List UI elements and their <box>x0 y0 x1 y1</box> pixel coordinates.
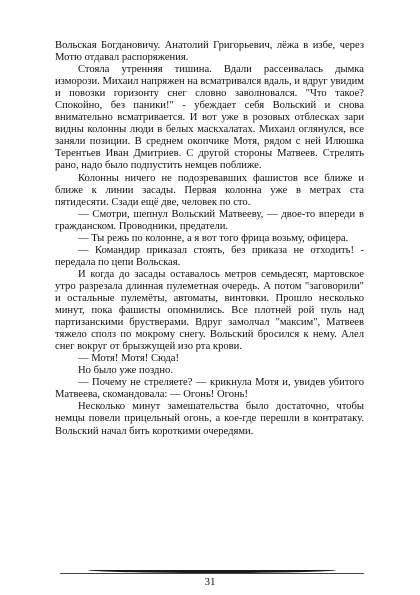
page-number: 31 <box>204 576 216 588</box>
paragraph-3: Колонны ничего не подозревавших фашистов все ближе и ближе к линии засады. Первая колонна уже в метрах ста пятидесяти. Сзади ещё две, человек по сто. <box>55 172 364 208</box>
paragraph-2: Стояла утренняя тишина. Вдали рассеивалась дымка изморози. Михаил напряжен на всматривался вдаль, и вдруг увидим и повозки горизонту снег словно заволновался. "Что такое? Спокойно, без паники!" - убеждает себя Вольский и снова внимательно всматривается. И вот уже в розовых отблесках зари видны колонны люди в белых маскхалатах. Михаил оглянулся, все заняли позиции. В среднем окопчике Мотя, рядом с ней Илюшка Терентьев Иван Дмитриев. С другой стороны Матвеев. Стрелять рано, надо было подпустить немцев поближе. <box>55 64 364 172</box>
paragraph-8: — Мотя! Мотя! Сюда! <box>78 353 180 365</box>
paragraph-9: Но было уже поздно. <box>78 365 173 377</box>
paragraph-10: — Почему не стреляете? — крикнула Мотя и, увидев убитого Матвеева, скомандовала: — Огонь! Огонь! <box>55 377 364 401</box>
paragraph-4: — Смотри, шепнул Вольский Матвееву, — двое-то впереди в гражданском. Проводники, предатели. <box>55 208 364 232</box>
paragraph-5: — Ты режь по колонне, а я вот того фрица возьму, офицера. <box>78 232 349 244</box>
footer-thin-rule <box>60 573 364 574</box>
paragraph-11: Несколько минут замешательства было достаточно, чтобы немцы повели прицельный огонь, а кое-где перешли в контратаку. Вольский начал бить короткими очередями. <box>55 401 364 437</box>
paragraph-7: И когда до засады оставалось метров семьдесят, мартовское утро разрезала длинная пулеметная очередь. А потом "заговорили" и остальные пулемёты, автоматы, винтовки. Прошло несколько минут, пока фашисты опомнились. Все плотней рой пуль над партизанскими брустверами. Вдруг замолчал "максим", Матвеев тяжело сполз по мокрому снегу. Вольский бросился к нему. Алел снег вокруг от брызжущей изо рта крови. <box>55 268 364 353</box>
paragraph-6: — Командир приказал стоять, без приказа не отходить! - передала по цепи Вольская. <box>55 244 364 268</box>
body-text <box>55 40 364 438</box>
paragraph-1: Вольская Богдановичу. Анатолий Григорьевич, лёжа в избе, через Мотю отдавал распоряжения. <box>55 40 364 64</box>
